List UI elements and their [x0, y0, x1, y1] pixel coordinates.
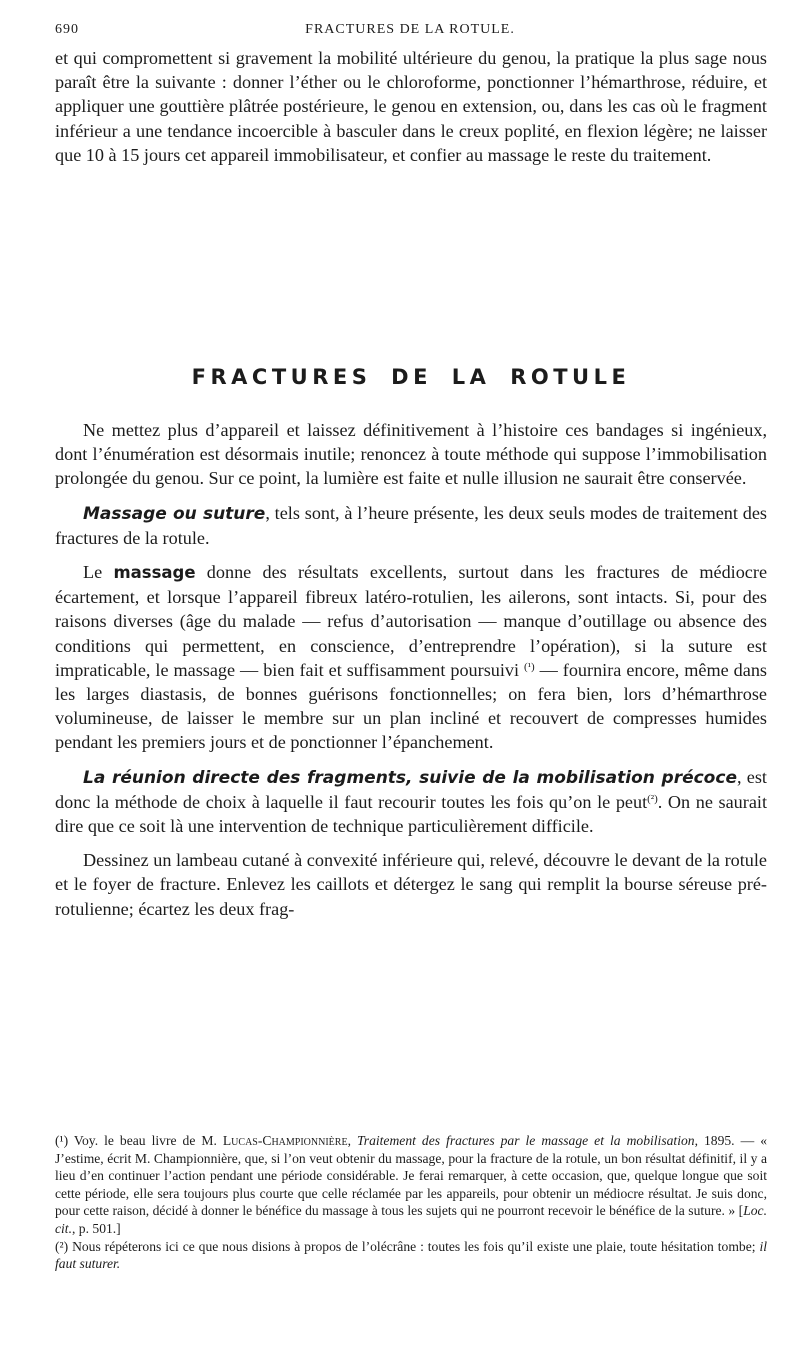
paragraph-text: , tels sont, à l’heure présente, les deux seuls modes de traitement des fractures de la rotule. — [55, 502, 767, 548]
emphasis-massage: massage — [113, 563, 196, 583]
paragraph-text: . On ne saurait dire que ce soit là une intervention de technique particulièrement difficile. — [55, 791, 768, 837]
paragraph-massage — [55, 560, 767, 755]
page-number: 690 — [55, 22, 79, 37]
footnote-author: Lucas-Championnière — [222, 1133, 348, 1148]
running-head — [55, 22, 765, 44]
footnote-ref-1: (¹) — [524, 660, 535, 673]
footnote-book-title: Traitement des fractures par le massage et la mobilisation — [356, 1133, 695, 1148]
footnote-1 — [55, 1132, 767, 1238]
footnote-loc-cit: Loc. cit. — [55, 1203, 767, 1236]
paragraph-lambeau: Dessinez un lambeau cutané à convexité inférieure qui, relevé, découvre le devant de la rotule et le foyer de fracture. Enlevez les caillots et détergez le sang qui remplit la bourse séreuse pré-rotulienne; écartez les deux frag- — [55, 850, 767, 919]
footnote-2 — [55, 1238, 767, 1273]
footnote-emphasis: il faut suturer. — [55, 1238, 767, 1272]
footnote-text: , 1895. — « J’estime, écrit M. Championnière, que, si l’on veut obtenir du massage, pour la fracture de la rotule, un bon résultat définitif, il y a lieu d’en continuer l’action pendant une période considérable. Je ferai remarquer, à cette occasion, que, quelque longue que soit cette période, elle sera toujours plus courte que celle réclamée par les appareils, pour obtenir un médiocre résultat. Je suis donc, pour cette raison, décidé à donner le bénéfice du massage à tous les sujets qui ne pourront recevoir le bénéfice de la suture. » [ — [55, 1133, 767, 1219]
footnotes — [55, 1132, 767, 1273]
paragraph-appareil: Ne mettez plus d’appareil et laissez définitivement à l’histoire ces bandages si ingénieux, dont l’énumération est désormais inutile; renoncez à toute méthode qui suppose l’immobilisation prolongée du genou. Sur ce point, la lumière est faite et nulle illusion ne saurait être conservée. — [55, 420, 767, 489]
paragraph-reunion-directe — [55, 765, 767, 839]
intro-paragraph: et qui compromettent si gravement la mobilité ultérieure du genou, la pratique la plus sage nous paraît être la suivante : donner l’éther ou le chloroforme, ponctionner l’hémarthrose, réduire, et appliquer une gouttière plâtrée postérieure, le genou en extension, ou, dans les cas où le fragment inférieur a une tendance incoercible à basculer dans le creux poplité, en flexion légère; ne laisser que 10 à 15 jours cet appareil immobilisateur, et confier au massage le reste du traitement. — [55, 48, 767, 165]
intro-block — [55, 46, 767, 167]
running-title: FRACTURES DE LA ROTULE. — [305, 22, 515, 37]
paragraph-massage-ou-suture — [55, 501, 767, 550]
footnote-mark: (¹) — [55, 1133, 69, 1148]
footnote-text: Nous répéterons ici ce que nous disions à propos de l’olécrâne : toutes les fois qu’il existe une plaie, toute hésitation tombe; — [72, 1238, 756, 1254]
footnote-text: Voy. le beau livre de M. — [73, 1133, 217, 1148]
paragraph-text: Le — [83, 562, 103, 583]
section-heading: FRACTURES DE LA ROTULE — [191, 365, 631, 389]
footnote-text: , p. 501.] — [72, 1220, 121, 1236]
paragraph-text: — fournira encore, même dans les larges diastasis, de bonnes guérisons fonctionnelles; on fera bien, lors d’hémarthrose volumineuse, de laisser le membre sur un plan incliné et recouvert de compresses humides pendant les premiers jours et de ponctionner l’épanchement. — [55, 659, 768, 753]
paragraph-text: , est donc la méthode de choix à laquelle il faut recourir toutes les fois qu’on le peut — [55, 766, 767, 812]
section-body — [55, 418, 767, 921]
footnote-ref-2: (²) — [647, 792, 658, 805]
footnote-text: , — [347, 1133, 351, 1148]
paragraph-text: donne des résultats excellents, surtout dans les fractures de médiocre écartement, et lorsque l’appareil fibreux latéro-rotulien, les ailerons, sont intacts. Si, pour des raisons diverses (âge du malade — refus d’autorisation — manque d’outillage ou absence des conditions qui permettent, en conscience, d’entreprendre l’opération), si la suture est impraticable, le massage — bien fait et suffisamment poursuivi — [55, 562, 768, 680]
emphasis-reunion-directe: La réunion directe des fragments, suivie de la mobilisation précoce — [83, 767, 737, 788]
emphasis-massage-ou-suture: Massage ou suture — [83, 503, 266, 524]
footnote-mark: (²) — [55, 1238, 69, 1254]
